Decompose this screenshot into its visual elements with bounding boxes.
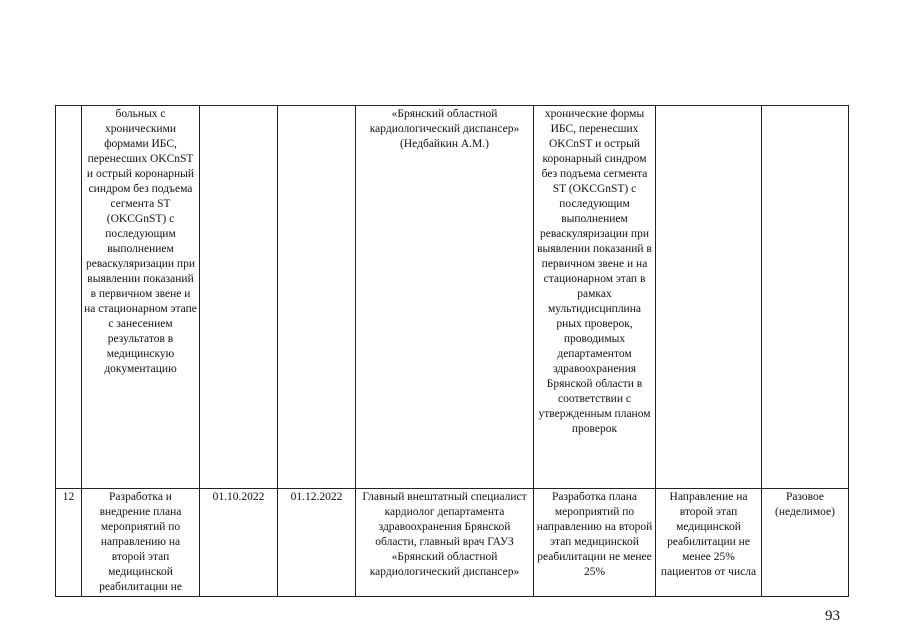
indicator-cell <box>656 106 762 489</box>
row-number <box>56 106 82 489</box>
result-cell: хронические формы ИБС, перенесших OKCnST и острый коронарный синдром без подъема сегмента ST (OKCGnST) с последующим выполнением реваскуляризации при выявлении показаний в первичном звене и на стационарном этап в рамках мультидисциплина рных проверок, проводимых департаментом здравоохранения Брянской области в соответствии с утвержденным планом проверок <box>534 106 656 489</box>
responsible-cell: Главный внештатный специалист кардиолог департамента здравоохранения Брянской области, главный врач ГАУЗ «Брянский областной кардиологический диспансер» <box>356 489 534 597</box>
responsible-cell: «Брянский областной кардиологический диспансер» (Недбайкин А.М.) <box>356 106 534 489</box>
start-date-cell <box>200 106 278 489</box>
indicator-cell: Направление на второй этап медицинской реабилитации не менее 25% пациентов от числа <box>656 489 762 597</box>
end-date-cell <box>278 106 356 489</box>
table-row <box>56 106 849 489</box>
end-date-cell: 01.12.2022 <box>278 489 356 597</box>
row-number: 12 <box>56 489 82 597</box>
table-row <box>56 489 849 597</box>
measures-table <box>55 105 849 597</box>
type-cell <box>762 106 849 489</box>
result-cell: Разработка плана мероприятий по направлению на второй этап медицинской реабилитации не менее 25% <box>534 489 656 597</box>
type-cell: Разовое (неделимое) <box>762 489 849 597</box>
page-number: 93 <box>825 608 840 624</box>
measure-cell: Разработка и внедрение плана мероприятий по направлению на второй этап медицинской реабилитации не <box>82 489 200 597</box>
measure-cell: больных с хроническими формами ИБС, перенесших OKCnST и острый коронарный синдром без подъема сегмента ST (OKCGnST) с последующим выполнением реваскуляризации при выявлении показаний в первичном звене и на стационарном этапе с занесением результатов в медицинскую документацию <box>82 106 200 489</box>
start-date-cell: 01.10.2022 <box>200 489 278 597</box>
